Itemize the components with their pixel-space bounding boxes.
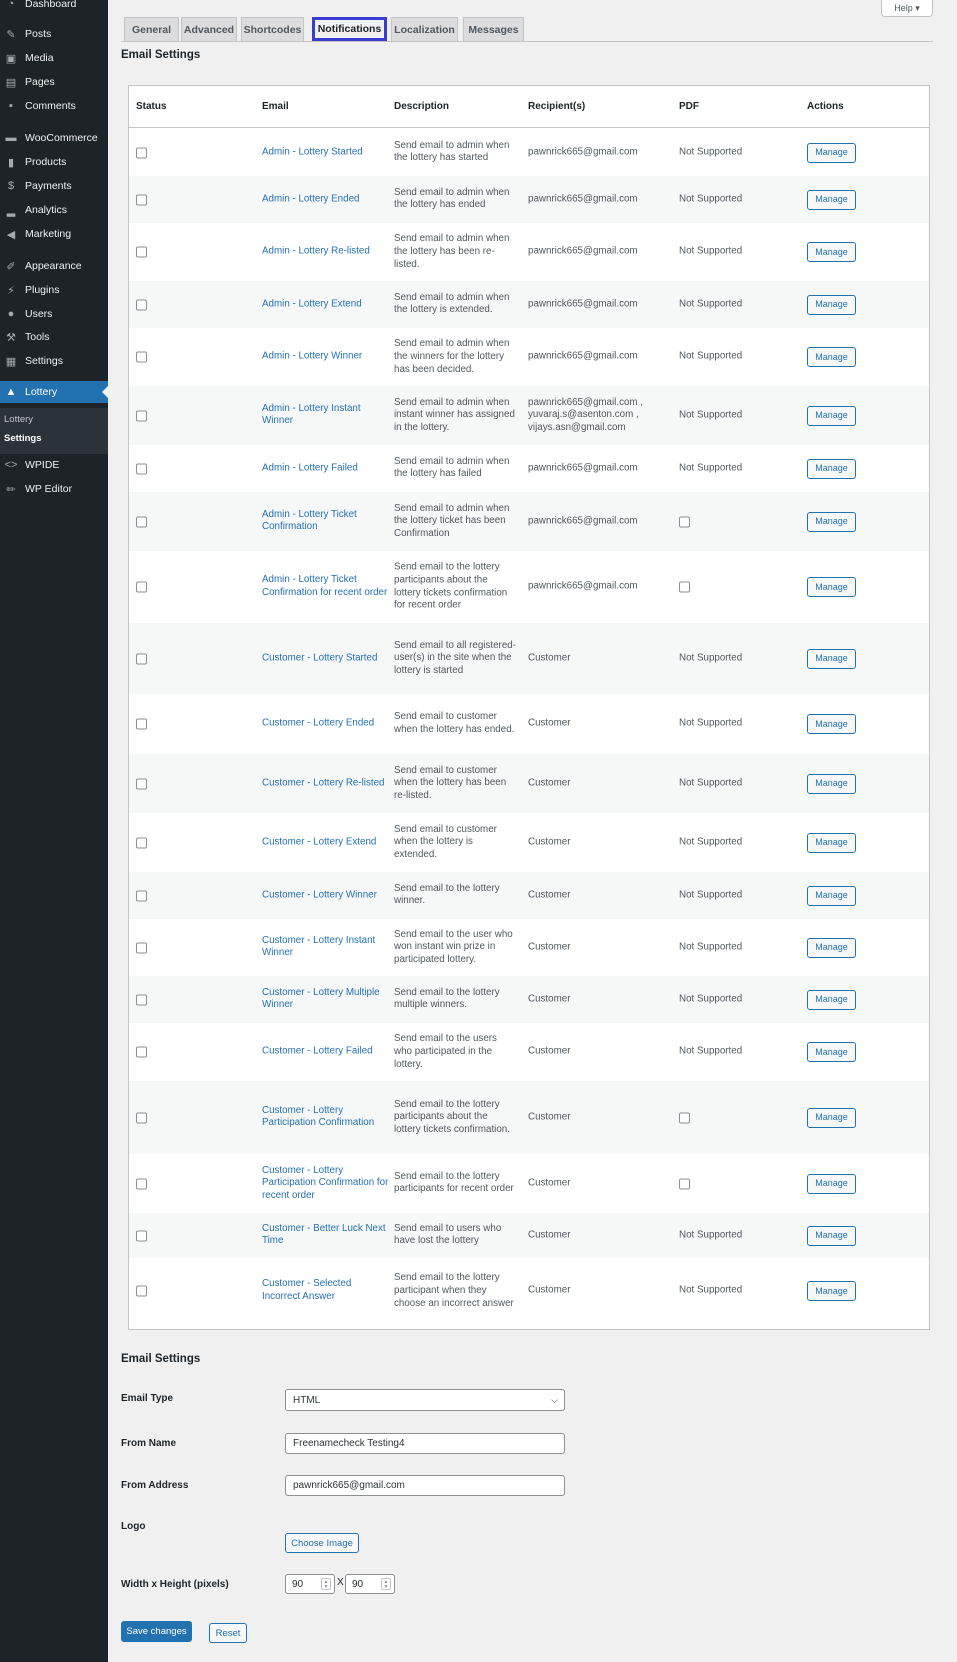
table-row (129, 1154, 929, 1213)
pdf-cell: Not Supported (679, 298, 743, 310)
description-cell: Send email to the lottery participants for recent order (394, 1170, 514, 1195)
recipients-cell: pawnrick665@gmail.com (528, 193, 638, 205)
sidebar-item-media[interactable] (0, 47, 108, 69)
tab-shortcodes[interactable]: Shortcodes (241, 17, 304, 41)
manage-button[interactable]: Manage (807, 1281, 856, 1301)
actions-cell (807, 833, 856, 853)
email-notifications-table (128, 85, 930, 1330)
status-checkbox[interactable] (136, 1112, 147, 1123)
header-status: Status (136, 101, 167, 112)
manage-button[interactable]: Manage (807, 1174, 856, 1194)
save-changes-button[interactable]: Save changes (121, 1621, 192, 1642)
actions-cell (807, 406, 856, 426)
table-row (129, 281, 929, 328)
status-cell (136, 994, 147, 1005)
email-link[interactable]: Customer - Lottery Participation Confirmation (262, 1104, 375, 1129)
table-row (129, 872, 929, 919)
description-cell: Send email to the lottery participants about the lottery tickets confirmation for recent order (394, 561, 508, 611)
pdf-checkbox[interactable] (679, 582, 690, 593)
header-description: Description (394, 101, 450, 112)
width-value: 90 (292, 1578, 304, 1590)
pdf-checkbox[interactable] (679, 1112, 690, 1123)
pdf-cell: Not Supported (679, 462, 743, 474)
megaphone-icon: ◀ (6, 228, 16, 241)
recipients-cell: Customer (528, 941, 571, 953)
status-checkbox[interactable] (136, 994, 147, 1005)
status-checkbox[interactable] (136, 890, 147, 901)
email-link[interactable]: Admin - Lottery Ticket Confirmation for recent order (262, 574, 388, 598)
status-cell (136, 516, 147, 527)
sidebar-item-label: Marketing (25, 228, 72, 240)
settings-icon: ▦ (5, 355, 17, 368)
sidebar-item-label: Lottery (25, 386, 58, 398)
status-cell (136, 352, 147, 363)
sidebar-item-label: Plugins (25, 284, 60, 296)
status-checkbox[interactable] (136, 778, 147, 789)
status-cell (136, 1178, 147, 1189)
status-cell (136, 653, 147, 664)
header-pdf: PDF (679, 101, 699, 112)
sidebar-item-label: WooCommerce (25, 132, 98, 144)
sidebar-item-plugins[interactable] (0, 279, 108, 301)
lottery-submenu (0, 408, 108, 454)
pdf-cell (679, 582, 779, 593)
email-link[interactable]: Admin - Lottery Failed (262, 462, 358, 474)
status-checkbox[interactable] (136, 516, 147, 527)
description-cell: Send email to customer when the lottery has ended. (394, 711, 515, 735)
email-link[interactable]: Customer - Lottery Extend (262, 836, 377, 848)
table-row (129, 623, 929, 694)
description-cell: Send email to admin when instant winner has assigned in the lottery. (394, 396, 515, 433)
status-checkbox[interactable] (136, 942, 147, 953)
table-row (129, 754, 929, 813)
manage-button[interactable]: Manage (807, 1108, 856, 1128)
table-header (129, 86, 929, 128)
actions-cell (807, 512, 856, 532)
email-type-select[interactable] (285, 1389, 565, 1411)
status-checkbox[interactable] (136, 1047, 147, 1058)
email-link[interactable]: Admin - Lottery Winner (262, 350, 363, 362)
table-row (129, 919, 929, 976)
editor-pen-icon: ✏ (6, 483, 16, 496)
actions-cell (807, 774, 856, 794)
code-icon: <> (4, 459, 18, 471)
recipients-cell: Customer (528, 836, 571, 848)
recipients-cell: pawnrick665@gmail.com (528, 350, 638, 362)
sidebar-item-payments[interactable] (0, 175, 108, 197)
submenu-item-lottery[interactable]: Lottery (4, 414, 34, 425)
pdf-cell: Not Supported (679, 193, 743, 205)
recipients-cell: Customer (528, 1111, 571, 1123)
sidebar-item-label: WP Editor (25, 483, 73, 495)
table-row (129, 445, 929, 492)
email-link[interactable]: Customer - Lottery Participation Confirmation for recent order (262, 1164, 389, 1201)
description-cell: Send email to admin when the lottery is extended. (394, 291, 510, 316)
description-cell: Send email to admin when the winners for the lottery has been decided. (394, 337, 510, 375)
table-row (129, 176, 929, 223)
recipients-cell: Customer (528, 1045, 571, 1057)
table-row (129, 813, 929, 872)
recipients-cell: pawnrick665@gmail.com (528, 245, 638, 257)
user-icon: ● (7, 308, 15, 320)
comments-icon: ▪ (9, 100, 13, 112)
status-cell (136, 463, 147, 474)
active-menu-arrow (102, 386, 108, 398)
status-checkbox[interactable] (136, 1230, 147, 1241)
manage-button[interactable]: Manage (807, 459, 856, 479)
manage-button[interactable]: Manage (807, 649, 856, 669)
table-row (129, 492, 929, 551)
status-cell (136, 890, 147, 901)
description-cell: Send email to customer when the lottery has been re-listed. (394, 764, 507, 801)
sidebar-item-wp-editor[interactable] (0, 478, 108, 500)
actions-cell (807, 295, 856, 315)
tab-general[interactable]: General (124, 17, 179, 41)
description-cell: Send email to admin when the lottery has failed (394, 455, 510, 480)
size-label: Width x Height (pixels) (121, 1579, 229, 1590)
email-link[interactable]: Admin - Lottery Ended (262, 193, 360, 205)
pdf-cell: Not Supported (679, 777, 743, 789)
manage-button[interactable]: Manage (807, 886, 856, 906)
table-row (129, 129, 929, 176)
from-address-value: pawnrick665@gmail.com (293, 1480, 405, 1491)
products-icon: ▮ (7, 156, 15, 169)
pdf-cell (679, 1178, 779, 1189)
actions-cell (807, 1281, 856, 1301)
description-cell: Send email to the users who participated in the lottery. (394, 1032, 497, 1070)
pdf-cell: Not Supported (679, 146, 743, 158)
sidebar-item-analytics[interactable] (0, 199, 108, 221)
actions-cell (807, 990, 856, 1010)
status-cell (136, 582, 147, 593)
status-checkbox[interactable] (136, 1178, 147, 1189)
status-cell (136, 299, 147, 310)
table-row (129, 1213, 929, 1258)
dashboard-icon: ◔ (7, 0, 15, 10)
status-checkbox[interactable] (136, 582, 147, 593)
status-checkbox[interactable] (136, 1286, 147, 1297)
tab-localization[interactable]: Localization (391, 17, 458, 41)
table-row (129, 386, 929, 445)
recipients-cell: pawnrick665@gmail.com (528, 462, 638, 474)
choose-image-button[interactable]: Choose Image (285, 1533, 359, 1553)
table-row (129, 551, 929, 623)
email-link[interactable]: Customer - Lottery Re-listed (262, 777, 385, 789)
sidebar-item-label: Pages (25, 76, 55, 88)
manage-button[interactable]: Manage (807, 347, 856, 367)
manage-button[interactable]: Manage (807, 1042, 856, 1062)
pdf-cell: Not Supported (679, 1284, 743, 1296)
pdf-cell (679, 1112, 779, 1123)
sidebar-item-wpide[interactable] (0, 454, 108, 476)
tab-advanced[interactable]: Advanced (181, 17, 237, 41)
description-cell: Send email to admin when the lottery has started (394, 139, 510, 164)
status-checkbox[interactable] (136, 719, 147, 730)
sidebar-item-users[interactable] (0, 303, 108, 325)
submenu-item-settings[interactable]: Settings (4, 433, 42, 444)
status-checkbox[interactable] (136, 352, 147, 363)
manage-button[interactable]: Manage (807, 242, 856, 262)
status-cell (136, 942, 147, 953)
tab-messages[interactable]: Messages (463, 17, 524, 41)
pdf-cell: Not Supported (679, 1045, 743, 1057)
sidebar-item-label: Tools (25, 331, 50, 343)
email-link[interactable]: Customer - Lottery Ended (262, 717, 375, 729)
pdf-cell: Not Supported (679, 409, 743, 421)
description-cell: Send email to the lottery participant when they choose an incorrect answer (394, 1271, 514, 1309)
email-link[interactable]: Admin - Lottery Started (262, 146, 363, 158)
actions-cell (807, 190, 856, 210)
manage-button[interactable]: Manage (807, 295, 856, 315)
status-checkbox[interactable] (136, 247, 147, 258)
recipients-cell: pawnrick665@gmail.com , yuvaraj.s@asenton.com , vijays.asn@gmail.com (528, 396, 644, 433)
status-checkbox[interactable] (136, 410, 147, 421)
payments-icon: $ (7, 180, 15, 192)
status-cell (136, 778, 147, 789)
header-recipients: Recipient(s) (528, 101, 586, 112)
recipients-cell: pawnrick665@gmail.com (528, 146, 638, 158)
section-title: Email Settings (121, 49, 201, 61)
pdf-cell: Not Supported (679, 245, 743, 257)
table-row (129, 328, 929, 386)
from-address-label: From Address (121, 1480, 189, 1491)
pdf-checkbox[interactable] (679, 516, 690, 527)
recipients-cell: pawnrick665@gmail.com (528, 298, 638, 310)
manage-button[interactable]: Manage (807, 1226, 856, 1246)
actions-cell (807, 143, 856, 163)
recipients-cell: pawnrick665@gmail.com (528, 515, 638, 527)
stepper-arrows-icon[interactable]: ▲ ▼ (381, 1578, 391, 1590)
sidebar-item-label: Settings (25, 355, 63, 367)
description-cell: Send email to admin when the lottery has ended (394, 186, 510, 211)
from-address-input[interactable] (285, 1475, 565, 1496)
email-link[interactable]: Customer - Better Luck Next Time (262, 1222, 386, 1247)
email-link[interactable]: Customer - Lottery Started (262, 652, 378, 664)
table-row (129, 1081, 929, 1154)
woocommerce-icon: ▬ (5, 132, 17, 144)
manage-button[interactable]: Manage (807, 990, 856, 1010)
recipients-cell: Customer (528, 1284, 571, 1296)
manage-button[interactable]: Manage (807, 577, 856, 597)
email-type-value: HTML (293, 1394, 321, 1406)
recipients-cell: Customer (528, 652, 571, 664)
pin-icon: ✎ (6, 28, 16, 41)
media-icon: ▣ (5, 52, 17, 65)
status-cell (136, 1230, 147, 1241)
from-name-input[interactable] (285, 1433, 565, 1454)
manage-button[interactable]: Manage (807, 190, 856, 210)
sidebar-item-label: Comments (25, 100, 76, 112)
wrench-icon: ⚒ (6, 331, 16, 344)
email-link[interactable]: Admin - Lottery Re-listed (262, 245, 370, 257)
sidebar-item-dashboard[interactable] (0, 0, 108, 15)
table-row (129, 1258, 929, 1324)
sidebar-item-settings[interactable] (0, 350, 108, 372)
actions-cell (807, 242, 856, 262)
sidebar-item-appearance[interactable] (0, 255, 108, 277)
status-cell (136, 247, 147, 258)
actions-cell (807, 714, 856, 734)
table-row (129, 694, 929, 754)
sidebar-item-tools[interactable] (0, 326, 108, 348)
status-checkbox[interactable] (136, 147, 147, 158)
header-actions: Actions (807, 101, 844, 112)
sidebar-item-pages[interactable] (0, 71, 108, 93)
sidebar-item-marketing[interactable] (0, 223, 108, 245)
pages-icon: ▤ (5, 76, 17, 89)
manage-button[interactable]: Manage (807, 406, 856, 426)
email-link[interactable]: Admin - Lottery Extend (262, 298, 362, 310)
email-link[interactable]: Customer - Lottery Instant Winner (262, 934, 376, 959)
pdf-cell: Not Supported (679, 652, 743, 664)
description-cell: Send email to admin when the lottery ticket has been Confirmation (394, 502, 510, 539)
email-link[interactable]: Customer - Lottery Multiple Winner (262, 986, 380, 1011)
pdf-cell: Not Supported (679, 889, 743, 901)
sidebar-item-label: Products (25, 156, 67, 168)
pdf-cell: Not Supported (679, 836, 743, 848)
status-checkbox[interactable] (136, 299, 147, 310)
sidebar-item-label: Dashboard (25, 0, 77, 10)
manage-button[interactable]: Manage (807, 938, 856, 958)
pdf-checkbox[interactable] (679, 1178, 690, 1189)
pdf-cell: Not Supported (679, 717, 743, 729)
stepper-arrows-icon[interactable]: ▲ ▼ (321, 1578, 331, 1590)
from-name-value: Freenamecheck Testing4 (293, 1438, 405, 1449)
status-cell (136, 1286, 147, 1297)
sidebar-item-label: Posts (25, 28, 52, 40)
status-cell (136, 719, 147, 730)
from-name-label: From Name (121, 1438, 177, 1449)
sidebar-item-comments[interactable] (0, 95, 108, 117)
size-separator: X (337, 1577, 344, 1588)
manage-button[interactable]: Manage (807, 774, 856, 794)
pdf-cell (679, 516, 779, 527)
description-cell: Send email to users who have lost the lottery (394, 1222, 502, 1247)
actions-cell (807, 1042, 856, 1062)
email-link[interactable]: Admin - Lottery Ticket Confirmation (262, 508, 357, 533)
recipients-cell: Customer (528, 717, 571, 729)
plugin-icon: ⚡ (7, 284, 15, 297)
status-cell (136, 837, 147, 848)
email-type-label: Email Type (121, 1393, 174, 1404)
sidebar-item-lottery[interactable] (0, 381, 108, 403)
recipients-cell: Customer (528, 889, 571, 901)
sidebar-item-label: Media (25, 52, 54, 64)
pdf-cell: Not Supported (679, 941, 743, 953)
tab-notifications[interactable]: Notifications (312, 17, 387, 41)
email-link[interactable]: Customer - Lottery Winner (262, 889, 377, 901)
sidebar-item-woocommerce[interactable] (0, 127, 108, 149)
sidebar-item-posts[interactable] (0, 23, 108, 45)
sidebar-item-products[interactable] (0, 151, 108, 173)
actions-cell (807, 886, 856, 906)
actions-cell (807, 1108, 856, 1128)
description-cell: Send email to the lottery multiple winners. (394, 986, 500, 1011)
sidebar-item-label: Appearance (25, 260, 82, 272)
actions-cell (807, 347, 856, 367)
status-cell (136, 1047, 147, 1058)
sidebar-item-label: Analytics (25, 204, 68, 216)
actions-cell (807, 1226, 856, 1246)
logo-label: Logo (121, 1521, 146, 1532)
manage-button[interactable]: Manage (807, 512, 856, 532)
help-button[interactable]: Help ▾ (881, 0, 933, 17)
table-row (129, 1023, 929, 1081)
recipients-cell: pawnrick665@gmail.com (528, 580, 638, 592)
actions-cell (807, 649, 856, 669)
status-cell (136, 147, 147, 158)
description-cell: Send email to the user who won instant win prize in participated lottery. (394, 928, 513, 965)
height-input[interactable] (345, 1574, 395, 1594)
header-email: Email (262, 101, 289, 112)
pdf-cell: Not Supported (679, 993, 743, 1005)
email-link[interactable]: Customer - Lottery Failed (262, 1045, 373, 1057)
tab-divider (121, 41, 933, 42)
recipients-cell: Customer (528, 1177, 571, 1189)
width-input[interactable] (285, 1574, 335, 1594)
manage-button[interactable]: Manage (807, 833, 856, 853)
analytics-icon: ▂ (6, 204, 16, 217)
description-cell: Send email to all registered-user(s) in the site when the lottery is started (394, 639, 516, 676)
recipients-cell: Customer (528, 777, 571, 789)
status-checkbox[interactable] (136, 837, 147, 848)
manage-button[interactable]: Manage (807, 143, 856, 163)
pdf-cell: Not Supported (679, 1229, 743, 1241)
height-value: 90 (352, 1578, 364, 1590)
status-cell (136, 194, 147, 205)
description-cell: Send email to customer when the lottery is extended. (394, 823, 497, 860)
recipients-cell: Customer (528, 993, 571, 1005)
manage-button[interactable]: Manage (807, 714, 856, 734)
description-cell: Send email to the lottery winner. (394, 882, 500, 907)
email-link[interactable]: Customer - Selected Incorrect Answer (262, 1278, 352, 1302)
actions-cell (807, 1174, 856, 1194)
brush-icon: ✐ (6, 260, 16, 273)
sidebar-item-label: Payments (25, 180, 72, 192)
actions-cell (807, 938, 856, 958)
sidebar-item-label: Users (25, 308, 53, 320)
recipients-cell: Customer (528, 1229, 571, 1241)
status-checkbox[interactable] (136, 653, 147, 664)
pdf-cell: Not Supported (679, 350, 743, 362)
chevron-down-icon: ⌵ (551, 1395, 558, 1405)
description-cell: Send email to the lottery participants about the lottery tickets confirmation. (394, 1098, 510, 1135)
sidebar-item-label: WPIDE (25, 459, 60, 471)
lottery-icon: ▲ (5, 386, 17, 398)
status-checkbox[interactable] (136, 463, 147, 474)
admin-sidebar (0, 0, 108, 1662)
email-link[interactable]: Admin - Lottery Instant Winner (262, 402, 361, 427)
status-checkbox[interactable] (136, 194, 147, 205)
actions-cell (807, 459, 856, 479)
description-cell: Send email to admin when the lottery has been re-listed. (394, 232, 510, 270)
table-row (129, 976, 929, 1023)
status-cell (136, 410, 147, 421)
status-cell (136, 1112, 147, 1123)
actions-cell (807, 577, 856, 597)
form-section-title: Email Settings (121, 1353, 201, 1365)
reset-button[interactable]: Reset (209, 1623, 247, 1643)
table-row (129, 223, 929, 281)
